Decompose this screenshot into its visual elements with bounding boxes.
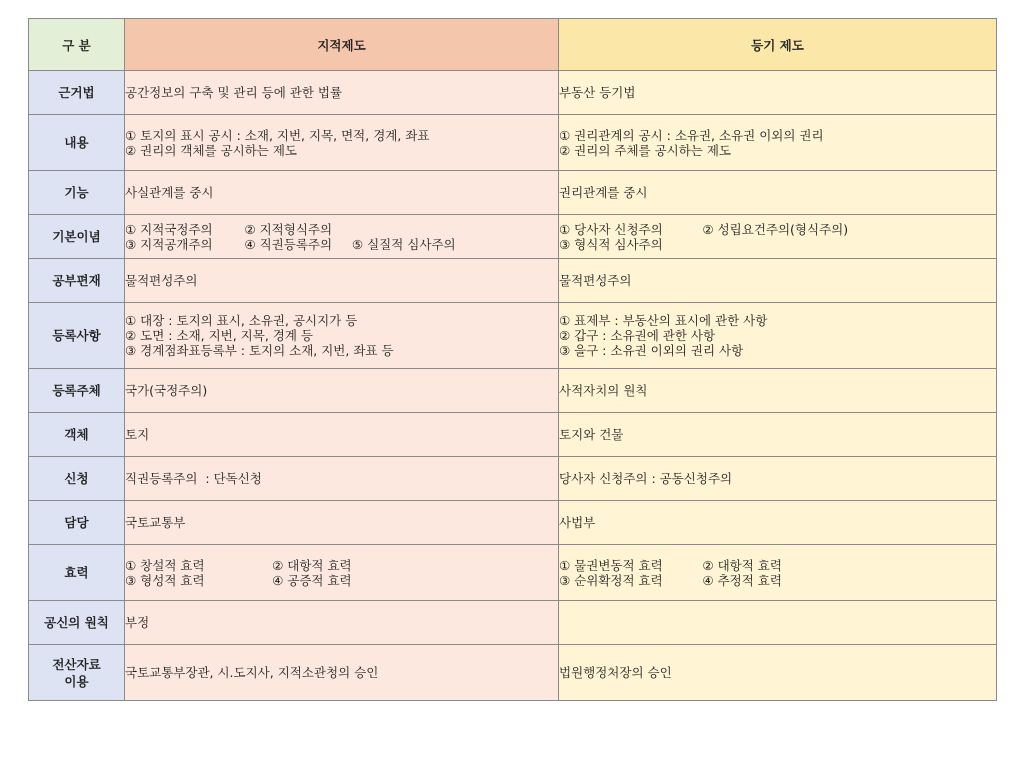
cell-text-line: ① 대장 : 토지의 표시, 소유권, 공시지가 등 bbox=[125, 313, 358, 328]
category-label: 객체 bbox=[64, 427, 89, 442]
row-category-cell bbox=[29, 303, 125, 369]
header-row bbox=[29, 19, 997, 71]
header-category: 구 분 bbox=[29, 19, 125, 71]
cell-text-line: ① 토지의 표시 공시 : 소재, 지번, 지목, 면적, 경계, 좌표 bbox=[125, 127, 430, 143]
cadastral-cell bbox=[125, 71, 559, 115]
row-category-cell bbox=[29, 171, 125, 215]
category-label: 등록주체 bbox=[52, 383, 101, 398]
category-label: 등록사항 bbox=[52, 328, 101, 343]
cell-text-line: ③ 지적공개주의 ④ 직권등록주의 ⑤ 실질적 심사주의 bbox=[125, 236, 456, 252]
cadastral-cell bbox=[125, 457, 559, 501]
row-category-cell bbox=[29, 545, 125, 601]
table-row bbox=[29, 545, 997, 601]
cell-text-line: ① 창설적 효력 ② 대항적 효력 bbox=[125, 557, 352, 573]
cell-text-line: ② 권리의 주체를 공시하는 제도 bbox=[559, 142, 732, 158]
comparison-table bbox=[28, 18, 997, 701]
registration-cell bbox=[559, 303, 997, 369]
cadastral-cell bbox=[125, 369, 559, 413]
cell-text-line: ② 갑구 : 소유권에 관한 사항 bbox=[559, 328, 716, 343]
cell-text-line: 토지와 건물 bbox=[559, 427, 624, 442]
row-category-cell bbox=[29, 115, 125, 171]
table-row bbox=[29, 259, 997, 303]
category-label: 공부편재 bbox=[52, 273, 101, 288]
cell-text-line: ② 도면 : 소재, 지번, 지목, 경계 등 bbox=[125, 328, 313, 343]
registration-cell bbox=[559, 645, 997, 701]
category-label: 내용 bbox=[64, 135, 89, 150]
cell-text-line: 당사자 신청주의 : 공동신청주의 bbox=[559, 471, 733, 486]
cell-text-line: 공간정보의 구축 및 관리 등에 관한 법률 bbox=[125, 85, 343, 100]
registration-cell bbox=[559, 369, 997, 413]
cell-text-line: 법원행정처장의 승인 bbox=[559, 665, 672, 680]
cadastral-cell bbox=[125, 115, 559, 171]
cell-text-line: ③ 형성적 효력 ④ 공증적 효력 bbox=[125, 572, 352, 588]
category-label: 신청 bbox=[64, 471, 89, 486]
registration-cell bbox=[559, 71, 997, 115]
table-row bbox=[29, 457, 997, 501]
registration-cell bbox=[559, 259, 997, 303]
cell-text-line: ① 지적국정주의 ② 지적형식주의 bbox=[125, 221, 333, 237]
row-category-cell bbox=[29, 215, 125, 259]
category-label: 담당 bbox=[64, 515, 89, 530]
category-label: 전산자료 bbox=[52, 656, 101, 672]
category-label: 이용 bbox=[64, 673, 89, 689]
table-row bbox=[29, 115, 997, 171]
cell-text-line: 사실관계를 중시 bbox=[125, 185, 214, 200]
registration-cell bbox=[559, 115, 997, 171]
table-row bbox=[29, 171, 997, 215]
cell-text-line: 물적편성주의 bbox=[559, 273, 632, 288]
category-label: 기본이념 bbox=[52, 229, 101, 244]
header-registration-system: 등기 제도 bbox=[559, 19, 997, 71]
row-category-cell bbox=[29, 645, 125, 701]
cell-text-line: 부정 bbox=[125, 615, 150, 630]
table-row bbox=[29, 413, 997, 457]
cell-text-line: 토지 bbox=[125, 427, 150, 442]
table-row bbox=[29, 303, 997, 369]
cadastral-cell bbox=[125, 303, 559, 369]
cell-text-line: 국가(국정주의) bbox=[125, 383, 208, 398]
registration-cell bbox=[559, 501, 997, 545]
category-label: 기능 bbox=[64, 185, 89, 200]
registration-cell bbox=[559, 601, 997, 645]
cell-text-line: 사법부 bbox=[559, 515, 596, 530]
cell-text-line: 국토교통부장관, 시.도지사, 지적소관청의 승인 bbox=[125, 665, 379, 680]
cell-text-line: 사적자치의 원칙 bbox=[559, 383, 648, 398]
cell-text-line: 국토교통부 bbox=[125, 515, 186, 530]
registration-cell bbox=[559, 457, 997, 501]
row-category-cell bbox=[29, 457, 125, 501]
cell-text-line: ③ 순위확정적 효력 ④ 추정적 효력 bbox=[559, 572, 782, 588]
cadastral-cell bbox=[125, 501, 559, 545]
cadastral-cell bbox=[125, 645, 559, 701]
cadastral-cell bbox=[125, 601, 559, 645]
category-label: 효력 bbox=[64, 565, 89, 580]
table-row bbox=[29, 601, 997, 645]
row-category-cell bbox=[29, 369, 125, 413]
cell-text-line: 부동산 등기법 bbox=[559, 85, 636, 100]
cadastral-cell bbox=[125, 171, 559, 215]
registration-cell bbox=[559, 171, 997, 215]
row-category-cell bbox=[29, 413, 125, 457]
table-body bbox=[29, 71, 997, 701]
row-category-cell bbox=[29, 71, 125, 115]
table-row bbox=[29, 645, 997, 701]
cadastral-cell bbox=[125, 413, 559, 457]
cell-text-line: ① 표제부 : 부동산의 표시에 관한 사항 bbox=[559, 313, 768, 328]
row-category-cell bbox=[29, 259, 125, 303]
cadastral-cell bbox=[125, 259, 559, 303]
cell-text-line: ① 물권변동적 효력 ② 대항적 효력 bbox=[559, 557, 782, 573]
cell-text-line: 권리관계를 중시 bbox=[559, 185, 648, 200]
cell-text-line: ③ 형식적 심사주의 bbox=[559, 236, 663, 252]
table-row bbox=[29, 501, 997, 545]
cell-text-line: 직권등록주의 : 단독신청 bbox=[125, 471, 262, 486]
table-row bbox=[29, 369, 997, 413]
registration-cell bbox=[559, 413, 997, 457]
table-row bbox=[29, 215, 997, 259]
cadastral-cell bbox=[125, 545, 559, 601]
category-label: 공신의 원칙 bbox=[44, 615, 109, 630]
category-label: 근거법 bbox=[58, 85, 95, 100]
cell-text-line: 물적편성주의 bbox=[125, 273, 198, 288]
cell-text-line: ① 당사자 신청주의 ② 성립요건주의(형식주의) bbox=[559, 221, 849, 237]
row-category-cell bbox=[29, 501, 125, 545]
cadastral-cell bbox=[125, 215, 559, 259]
row-category-cell bbox=[29, 601, 125, 645]
table-row bbox=[29, 71, 997, 115]
cell-text-line: ③ 경계점좌표등록부 : 토지의 소재, 지번, 좌표 등 bbox=[125, 343, 394, 358]
header-cadastral-system: 지적제도 bbox=[125, 19, 559, 71]
cell-text-line: ① 권리관계의 공시 : 소유권, 소유권 이외의 권리 bbox=[559, 127, 824, 143]
cell-text-line: ② 권리의 객체를 공시하는 제도 bbox=[125, 142, 298, 158]
registration-cell bbox=[559, 545, 997, 601]
cell-text-line: ③ 을구 : 소유권 이외의 권리 사항 bbox=[559, 343, 744, 358]
registration-cell bbox=[559, 215, 997, 259]
